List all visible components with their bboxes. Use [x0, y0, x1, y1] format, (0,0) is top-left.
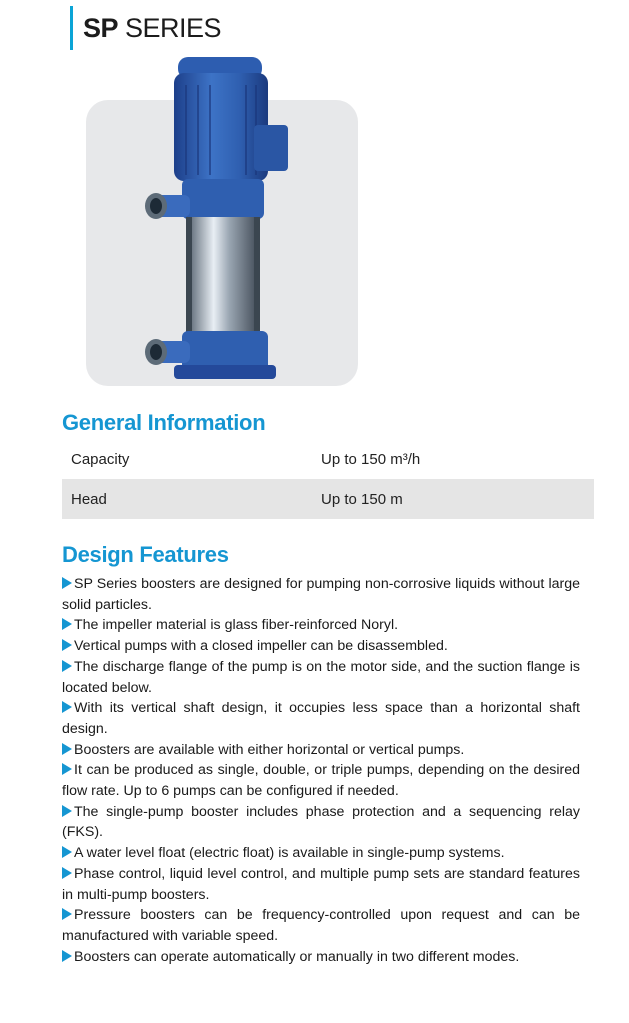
title-accent-bar [70, 6, 73, 50]
play-arrow-icon [62, 639, 72, 651]
list-item [62, 760, 580, 801]
play-arrow-icon [62, 701, 72, 713]
play-arrow-icon [62, 846, 72, 858]
list-item [62, 864, 580, 905]
series-title [83, 13, 221, 44]
feature-text: Boosters can operate automatically or manually in two different modes. [74, 948, 520, 965]
row-value: Up to 150 m³/h [321, 450, 421, 468]
play-arrow-icon [62, 763, 72, 775]
feature-text: The discharge flange of the pump is on the motor side, and the suction flange is located below. [62, 658, 580, 696]
row-label: Head [71, 490, 107, 508]
design-features-list [62, 574, 580, 967]
play-arrow-icon [62, 743, 72, 755]
feature-text: Phase control, liquid level control, and multiple pump sets are standard features in multi-pump boosters. [62, 865, 580, 903]
list-item [62, 657, 580, 698]
list-item [62, 574, 580, 615]
series-title-bold: SP [83, 12, 119, 43]
feature-text: The single-pump booster includes phase protection and a sequencing relay (FKS). [62, 803, 580, 841]
list-item [62, 947, 580, 968]
play-arrow-icon [62, 867, 72, 879]
feature-text: It can be produced as single, double, or triple pumps, depending on the desired flow rate. Up to 6 pumps can be configured if needed. [62, 762, 580, 800]
list-item [62, 698, 580, 739]
table-row [62, 479, 594, 519]
play-arrow-icon [62, 618, 72, 630]
general-information-table [62, 439, 594, 519]
list-item [62, 802, 580, 843]
design-features-heading: Design Features [62, 542, 229, 567]
play-arrow-icon [62, 805, 72, 817]
feature-text: Boosters are available with either horizontal or vertical pumps. [74, 741, 465, 758]
row-label: Capacity [71, 450, 130, 468]
pump-image [86, 55, 358, 390]
table-row [62, 439, 594, 479]
list-item [62, 843, 580, 864]
series-title-rest: SERIES [118, 12, 222, 43]
general-information-heading: General Information [62, 410, 266, 435]
play-arrow-icon [62, 950, 72, 962]
feature-text: A water level float (electric float) is available in single-pump systems. [74, 845, 505, 862]
list-item [62, 740, 580, 761]
list-item [62, 636, 580, 657]
list-item [62, 905, 580, 946]
feature-text: With its vertical shaft design, it occupies less space than a horizontal shaft design. [62, 700, 580, 737]
row-value: Up to 150 m [321, 490, 403, 508]
feature-text: Vertical pumps with a closed impeller can be disassembled. [74, 638, 448, 655]
list-item [62, 615, 580, 636]
series-title-block [70, 6, 221, 50]
play-arrow-icon [62, 908, 72, 920]
feature-text: SP Series boosters are designed for pumping non-corrosive liquids without large solid particles. [62, 576, 580, 613]
feature-text: Pressure boosters can be frequency-controlled upon request and can be manufactured with variable speed. [62, 907, 580, 944]
play-arrow-icon [62, 577, 72, 589]
feature-text: The impeller material is glass fiber-reinforced Noryl. [74, 617, 399, 634]
play-arrow-icon [62, 660, 72, 672]
